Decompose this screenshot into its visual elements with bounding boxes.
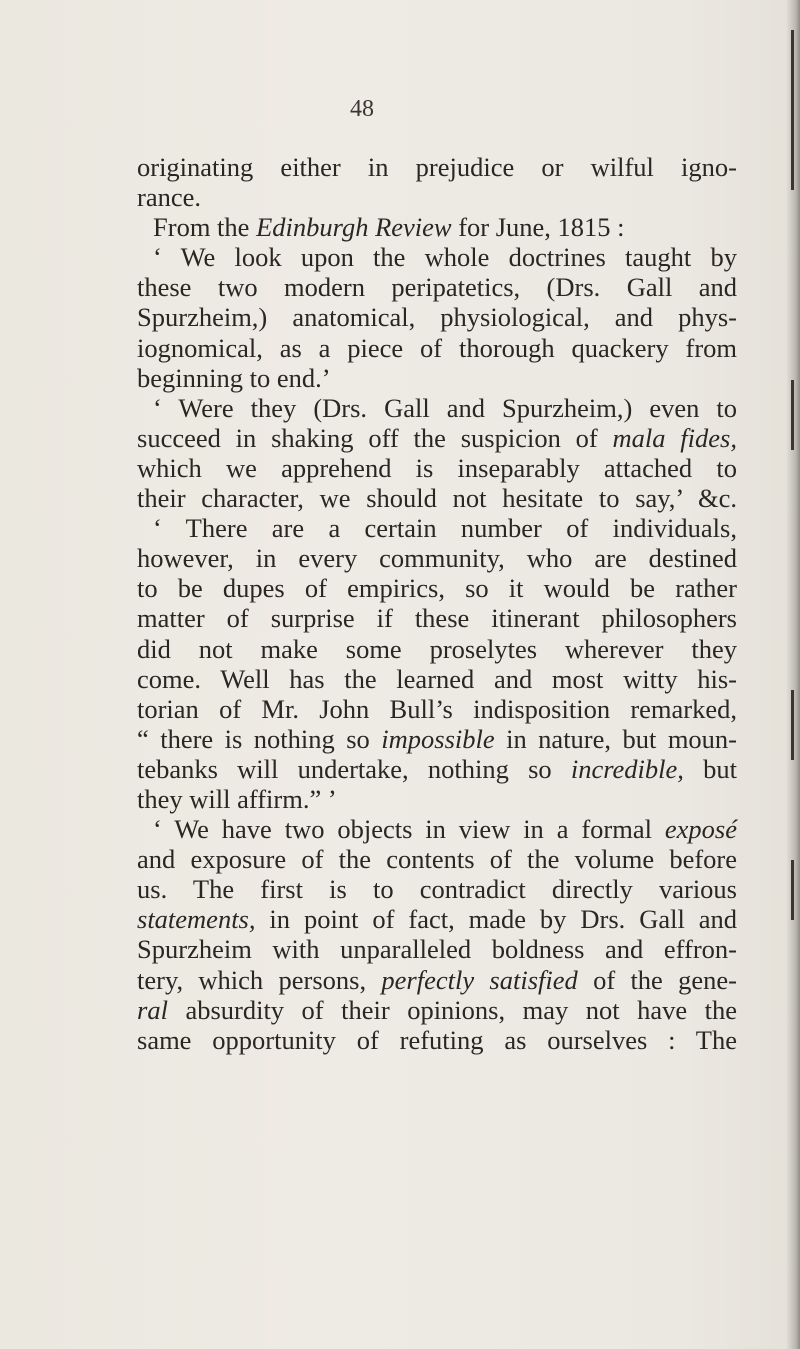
text-run: matter of surprise if these itinerant philosophers [137, 603, 737, 634]
text-run: and exposure of the contents of the volume before [137, 844, 737, 875]
text-line [137, 242, 737, 272]
text-line [137, 603, 737, 633]
text-run: beginning to end.’ [137, 362, 331, 393]
text-line [137, 664, 737, 694]
text-run: From the [153, 212, 257, 243]
text-line [137, 182, 737, 212]
text-run: these two modern peripatetics, (Drs. Gall and [137, 272, 737, 303]
page-edge-mark [791, 860, 794, 920]
text-line [137, 453, 737, 483]
text-line [137, 934, 737, 964]
text-run: in nature, but moun- [494, 723, 738, 754]
text-run: to be dupes of empirics, so it would be rather [137, 573, 737, 604]
italic-text-run: statements, [137, 904, 256, 935]
italic-text-run: impossible [381, 723, 495, 754]
page-edge-shadow [786, 0, 800, 1349]
page-edge-mark [791, 30, 794, 190]
text-run: but [683, 753, 737, 784]
text-run: Spurzheim,) anatomical, physiological, and phys- [137, 302, 737, 333]
text-run: ‘ We look upon the whole doctrines taught by [153, 242, 737, 273]
text-run: absurdity of their opinions, may not have the [167, 994, 737, 1025]
text-line [137, 814, 737, 844]
text-run: Spurzheim with unparalleled boldness and effron- [137, 934, 737, 965]
body-text [137, 152, 737, 1055]
italic-text-run: Edinburgh Review [256, 212, 452, 243]
text-line [137, 904, 737, 934]
text-line [137, 423, 737, 453]
text-run: “ there is nothing so [137, 723, 382, 754]
text-line [137, 874, 737, 904]
text-line [137, 694, 737, 724]
text-line [137, 965, 737, 995]
text-line [137, 212, 737, 242]
text-line [137, 634, 737, 664]
text-run: did not make some proselytes wherever they [137, 633, 737, 664]
text-run: rance. [137, 182, 201, 213]
italic-text-run: exposé [664, 814, 737, 845]
text-run: in point of fact, made by Drs. Gall and [255, 904, 737, 935]
italic-text-run: incredible, [570, 753, 684, 784]
italic-text-run: ral [137, 994, 168, 1025]
text-run: which we apprehend is inseparably attached to [137, 452, 737, 483]
text-line [137, 483, 737, 513]
text-run: us. The first is to contradict directly various [137, 874, 737, 905]
text-run: of the gene- [577, 964, 737, 995]
text-run: tery, which persons, [137, 964, 382, 995]
text-line [137, 784, 737, 814]
text-line [137, 543, 737, 573]
text-run: torian of Mr. John Bull’s indisposition remarked, [137, 693, 737, 724]
text-run: ‘ We have two objects in view in a formal [153, 814, 665, 845]
text-line [137, 573, 737, 603]
text-line [137, 152, 737, 182]
text-line [137, 302, 737, 332]
page-edge-mark [791, 690, 794, 760]
text-line [137, 363, 737, 393]
text-line [137, 995, 737, 1025]
text-line [137, 754, 737, 784]
italic-text-run: perfectly satisfied [381, 964, 578, 995]
text-run: succeed in shaking off the suspicion of [137, 422, 613, 453]
text-run: ‘ There are a certain number of individuals, [153, 513, 737, 544]
text-run: they will affirm.” ’ [137, 783, 337, 814]
text-run: however, in every community, who are destined [137, 543, 737, 574]
text-run: for June, 1815 : [451, 212, 625, 243]
text-line [137, 393, 737, 423]
text-line [137, 844, 737, 874]
page-number: 48 [350, 96, 374, 122]
text-line [137, 272, 737, 302]
text-line [137, 1025, 737, 1055]
text-run: ‘ Were they (Drs. Gall and Spurzheim,) even to [153, 392, 737, 423]
text-run: their character, we should not hesitate to say,’ &c. [137, 483, 737, 514]
text-run: originating either in prejudice or wilful igno- [137, 152, 737, 182]
text-run: come. Well has the learned and most witty his- [137, 663, 737, 694]
text-line [137, 724, 737, 754]
italic-text-run: mala fides, [612, 422, 737, 453]
text-run: iognomical, as a piece of thorough quackery from [137, 332, 737, 363]
text-line [137, 333, 737, 363]
text-run: same opportunity of refuting as ourselves : The [137, 1024, 737, 1055]
text-line [137, 513, 737, 543]
text-run: tebanks will undertake, nothing so [137, 753, 571, 784]
page-edge-mark [791, 380, 794, 450]
